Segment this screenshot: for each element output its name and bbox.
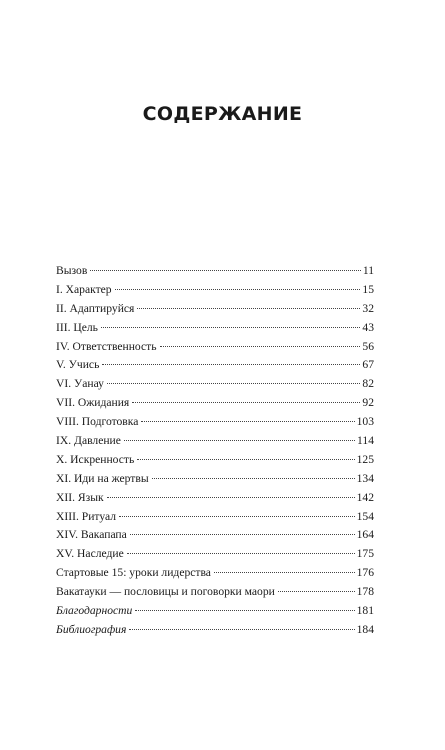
toc-entry-title: Библиография bbox=[56, 622, 127, 636]
dot-leader bbox=[124, 440, 355, 441]
toc-entry bbox=[56, 415, 374, 434]
toc-entry-page-number: 134 bbox=[356, 471, 374, 485]
dot-leader bbox=[101, 327, 360, 328]
toc-entry bbox=[56, 302, 374, 321]
dot-leader bbox=[119, 516, 355, 517]
toc-entry-title: VIII. Подготовка bbox=[56, 415, 139, 429]
toc-entry bbox=[56, 604, 374, 623]
toc-entry-title: XI. Иди на жертвы bbox=[56, 471, 149, 485]
dot-leader bbox=[135, 610, 354, 611]
toc-entry bbox=[56, 340, 374, 359]
dot-leader bbox=[214, 572, 355, 573]
toc-entry bbox=[56, 510, 374, 529]
toc-entry-page-number: 103 bbox=[356, 415, 374, 429]
dot-leader bbox=[278, 591, 355, 592]
toc-entry-title: Вызов bbox=[56, 264, 88, 277]
toc-entry-page-number: 181 bbox=[356, 604, 374, 618]
toc-entry-page-number: 164 bbox=[356, 528, 374, 542]
dot-leader bbox=[90, 270, 361, 271]
toc-entry-title: XV. Наследие bbox=[56, 547, 124, 561]
toc-entry-page-number: 178 bbox=[356, 585, 374, 599]
toc-entry bbox=[56, 377, 374, 396]
toc-entry bbox=[56, 358, 374, 377]
toc-entry-title: XIV. Вакапапа bbox=[56, 528, 127, 542]
dot-leader bbox=[102, 364, 360, 365]
toc-entry-page-number: 32 bbox=[362, 301, 374, 315]
toc-entry-title: V. Учись bbox=[56, 358, 100, 372]
dot-leader bbox=[132, 402, 360, 403]
dot-leader bbox=[160, 346, 361, 347]
dot-leader bbox=[115, 289, 361, 290]
toc-entry-title: IX. Давление bbox=[56, 434, 121, 448]
toc-entry-title: II. Адаптируйся bbox=[56, 301, 135, 315]
toc-entry-page-number: 11 bbox=[362, 264, 374, 277]
toc-entry-page-number: 92 bbox=[362, 396, 374, 410]
toc-entry-page-number: 82 bbox=[362, 377, 374, 391]
toc-entry-title: X. Искренность bbox=[56, 452, 135, 466]
toc-entry-title: IV. Ответственность bbox=[56, 339, 157, 353]
toc-entry-title: Стартовые 15: уроки лидерства bbox=[56, 566, 211, 580]
toc-entry-title: III. Цель bbox=[56, 320, 98, 334]
toc-entry-title: Вакатауки — пословицы и поговорки маори bbox=[56, 585, 275, 599]
toc-entry-page-number: 154 bbox=[356, 509, 374, 523]
toc-entry-title: VI. Уанау bbox=[56, 377, 104, 391]
toc-entry-page-number: 56 bbox=[362, 339, 374, 353]
dot-leader bbox=[137, 459, 354, 460]
toc-entry-page-number: 125 bbox=[356, 452, 374, 466]
page-title: СОДЕРЖАНИЕ bbox=[142, 103, 303, 125]
toc-entry bbox=[56, 283, 374, 302]
toc-entry-page-number: 43 bbox=[362, 320, 374, 334]
toc-entry bbox=[56, 472, 374, 491]
dot-leader bbox=[130, 534, 355, 535]
toc-entry bbox=[56, 434, 374, 453]
dot-leader bbox=[129, 629, 354, 630]
toc-entry bbox=[56, 453, 374, 472]
toc-entry bbox=[56, 623, 374, 642]
dot-leader bbox=[107, 383, 360, 384]
dot-leader bbox=[137, 308, 360, 309]
dot-leader bbox=[127, 553, 355, 554]
toc-entry-page-number: 175 bbox=[356, 547, 374, 561]
toc-entry bbox=[56, 585, 374, 604]
dot-leader bbox=[152, 478, 355, 479]
toc-entry-title: XIII. Ритуал bbox=[56, 509, 116, 523]
toc-entry-page-number: 114 bbox=[357, 434, 374, 448]
toc-entry-title: I. Характер bbox=[56, 282, 112, 296]
toc-entry-page-number: 15 bbox=[362, 282, 374, 296]
toc-entry bbox=[56, 528, 374, 547]
dot-leader bbox=[107, 497, 355, 498]
table-of-contents bbox=[56, 264, 374, 642]
toc-entry-title: Благодарности bbox=[56, 604, 133, 618]
toc-entry-title: XII. Язык bbox=[56, 490, 104, 504]
toc-entry-page-number: 184 bbox=[356, 622, 374, 636]
toc-entry bbox=[56, 264, 374, 283]
toc-entry bbox=[56, 491, 374, 510]
toc-entry-page-number: 67 bbox=[362, 358, 374, 372]
toc-entry bbox=[56, 396, 374, 415]
toc-entry bbox=[56, 547, 374, 566]
toc-entry bbox=[56, 566, 374, 585]
toc-entry-page-number: 176 bbox=[356, 566, 374, 580]
dot-leader bbox=[141, 421, 354, 422]
toc-entry-title: VII. Ожидания bbox=[56, 396, 130, 410]
toc-entry-page-number: 142 bbox=[356, 490, 374, 504]
toc-entry bbox=[56, 321, 374, 340]
